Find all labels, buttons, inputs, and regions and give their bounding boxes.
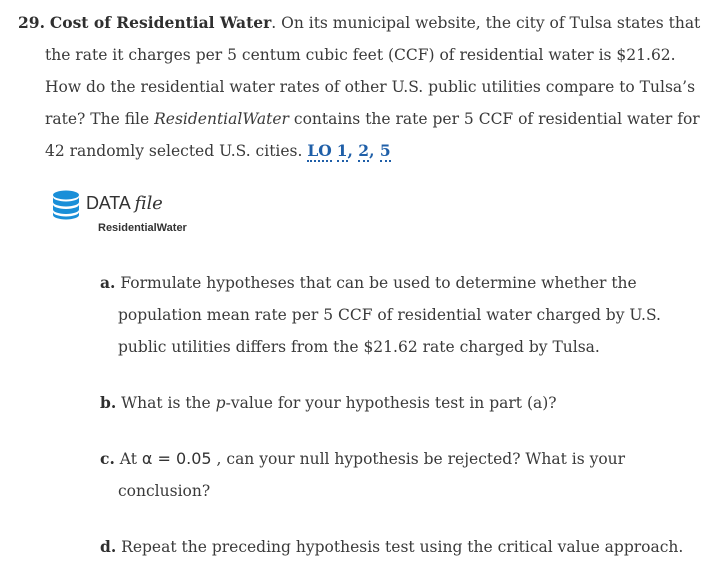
part-d	[100, 531, 700, 563]
lo-separator: ,	[369, 141, 380, 160]
part-d-text: Repeat the preceding hypothesis test using the critical value approach.	[121, 538, 684, 556]
lo-link-5[interactable]: 5	[379, 141, 391, 160]
datafile-label	[86, 193, 163, 214]
file-reference: ResidentialWater	[154, 110, 289, 128]
part-d-letter: d.	[100, 537, 117, 556]
part-a-line-2: population mean rate per 5 CCF of residential water charged by U.S.	[118, 306, 661, 324]
problem-29	[18, 7, 708, 167]
problem-number: 29.	[18, 13, 45, 32]
problem-text-5: 42 randomly selected U.S. cities.	[45, 142, 308, 160]
datafile-word-italic: file	[134, 193, 163, 214]
problem-text-4: contains the rate per 5 CCF of residential water for	[293, 110, 700, 128]
datafile-filename[interactable]: ResidentialWater	[98, 222, 187, 234]
datafile-badge[interactable]	[51, 190, 251, 240]
lo-separator: ,	[347, 141, 359, 160]
problem-title: Cost of Residential Water	[49, 13, 272, 32]
part-c	[100, 443, 700, 507]
problem-text-4-prefix: rate? The file	[45, 110, 155, 128]
problem-line-3: How do the residential water rates of other U.S. public utilities compare to Tulsa’s	[45, 78, 696, 96]
part-c-letter: c.	[100, 449, 115, 468]
datafile-word: DATA	[86, 193, 131, 213]
part-b-line	[100, 387, 700, 419]
lo-link-2[interactable]: 2	[358, 141, 370, 160]
part-c-text-before: At	[119, 450, 142, 468]
part-b-text-after: -value for your hypothesis test in part (a)?	[225, 394, 557, 412]
lo-link-1[interactable]: 1	[336, 141, 348, 160]
part-c-line-2: conclusion?	[118, 482, 211, 500]
part-c-line-1	[100, 443, 700, 475]
problem-line-5	[18, 135, 708, 167]
part-d-line	[100, 531, 700, 563]
part-b-text-before: What is the	[121, 394, 216, 412]
problem-text-1: . On its municipal website, the city of Tulsa states that	[271, 14, 701, 32]
part-a	[100, 267, 700, 363]
part-b	[100, 387, 700, 419]
lo-label-link[interactable]: LO	[307, 141, 332, 160]
part-b-letter: b.	[100, 393, 117, 412]
part-a-line-3: public utilities differs from the $21.62 rate charged by Tulsa.	[118, 338, 600, 356]
problem-line-4	[18, 103, 708, 135]
database-icon	[51, 190, 81, 220]
alpha-equation: α = 0.05	[141, 449, 212, 468]
p-italic: p	[215, 394, 226, 412]
part-a-text-1: Formulate hypotheses that can be used to determine whether the	[120, 274, 637, 292]
part-a-letter: a.	[100, 273, 116, 292]
part-a-line-1	[100, 267, 700, 299]
problem-line-1	[18, 7, 708, 39]
part-c-text-after: , can your null hypothesis be rejected? What is your	[211, 450, 626, 468]
problem-line-2: the rate it charges per 5 centum cubic feet (CCF) of residential water is $21.62.	[45, 46, 676, 64]
